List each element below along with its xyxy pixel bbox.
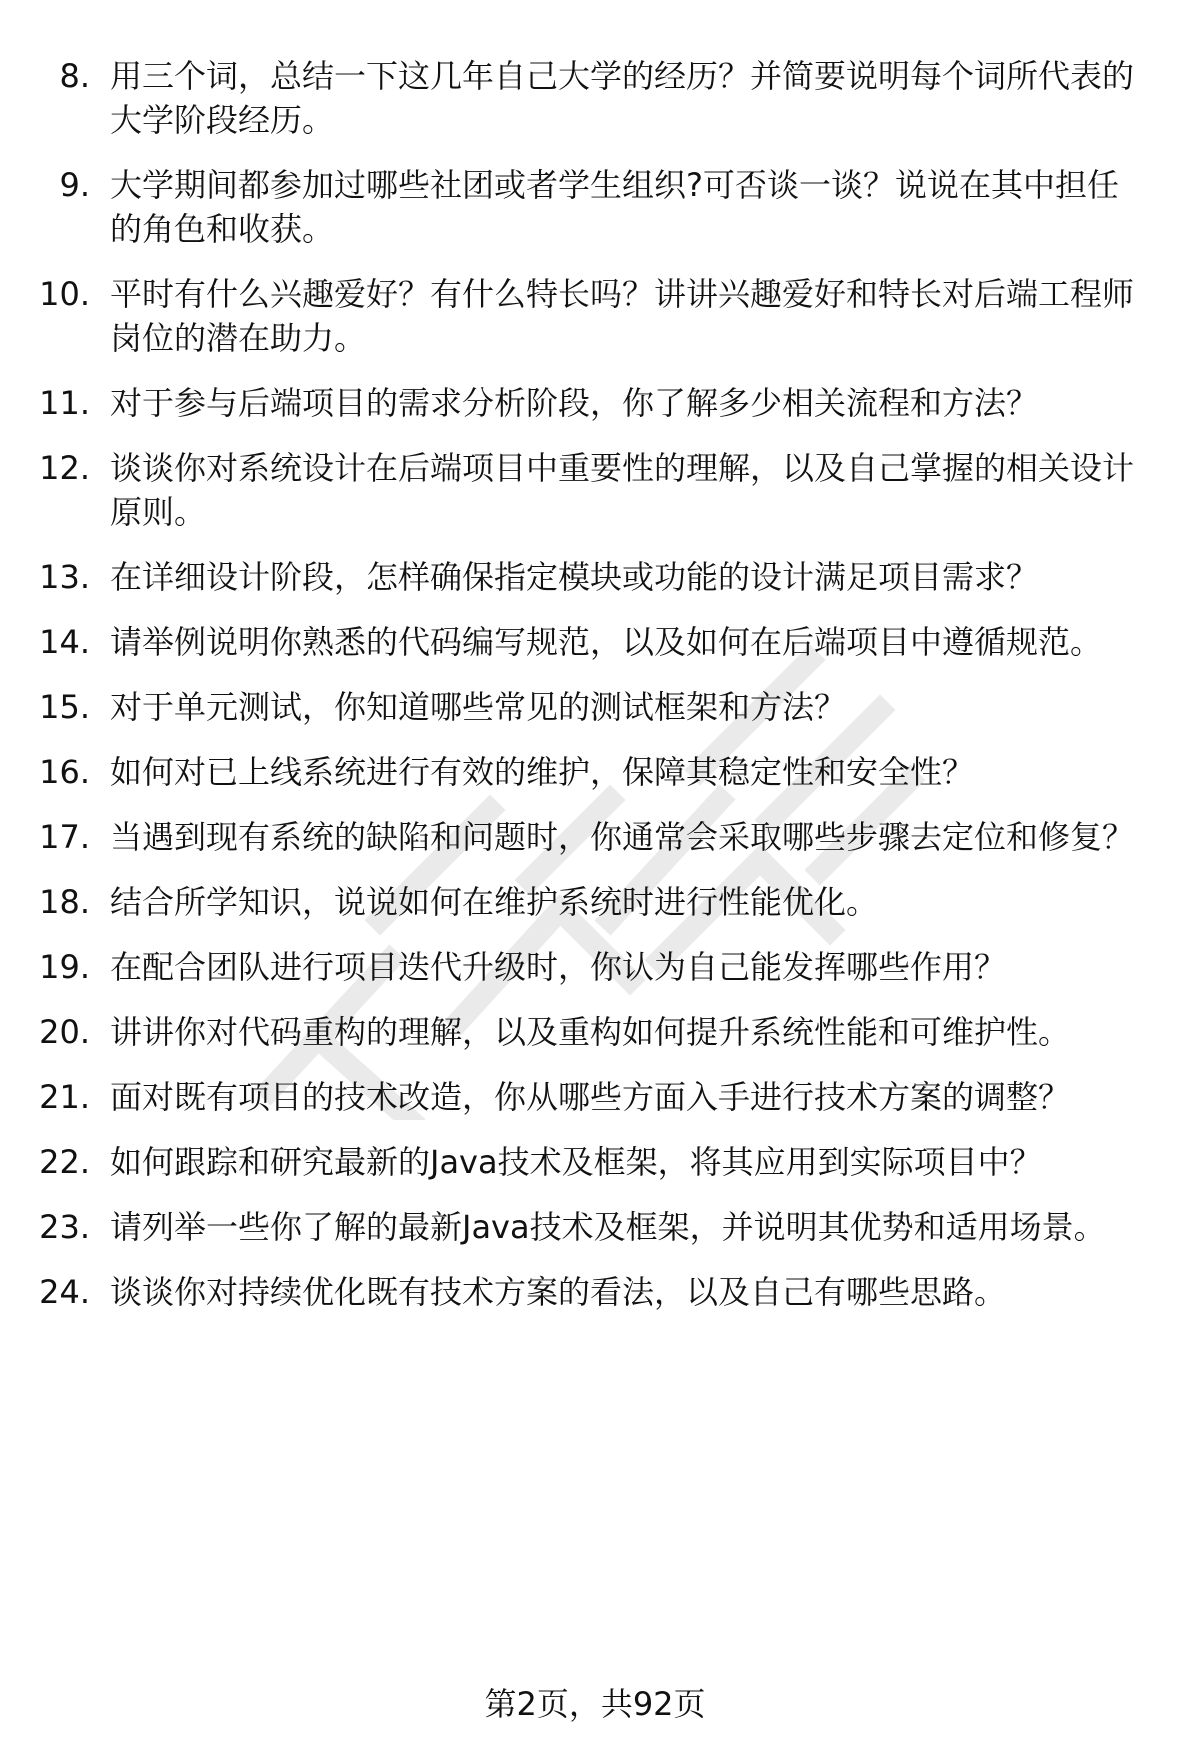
question-item (0, 1205, 1190, 1249)
question-text: 谈谈你对持续优化既有技术方案的看法，以及自己有哪些思路。 (110, 1273, 1007, 1311)
question-number: 19. (39, 948, 90, 986)
question-item (0, 1010, 1190, 1054)
question-item (0, 945, 1190, 989)
question-number: 16. (39, 753, 90, 791)
page-footer: 第2页，共92页 (484, 1685, 706, 1723)
question-text: 当遇到现有系统的缺陷和问题时，你通常会采取哪些步骤去定位和修复？ (110, 818, 1135, 856)
question-list (0, 54, 1190, 1335)
question-number: 22. (39, 1143, 90, 1181)
question-number: 21. (39, 1078, 90, 1116)
question-text: 用三个词，总结一下这几年自己大学的经历？并简要说明每个词所代表的大学阶段经历。 (110, 57, 1135, 139)
question-item (0, 381, 1190, 425)
question-number: 18. (39, 883, 90, 921)
question-item (0, 163, 1190, 251)
question-item (0, 272, 1190, 360)
question-text: 对于参与后端项目的需求分析阶段，你了解多少相关流程和方法？ (110, 384, 1039, 422)
question-text: 如何对已上线系统进行有效的维护，保障其稳定性和安全性？ (110, 753, 975, 791)
question-number: 11. (39, 384, 90, 422)
question-text: 面对既有项目的技术改造，你从哪些方面入手进行技术方案的调整？ (110, 1078, 1071, 1116)
question-text: 请举例说明你熟悉的代码编写规范，以及如何在后端项目中遵循规范。 (110, 623, 1103, 661)
question-number: 8. (59, 57, 90, 95)
question-text: 平时有什么兴趣爱好？有什么特长吗？讲讲兴趣爱好和特长对后端工程师岗位的潜在助力。 (110, 275, 1135, 357)
question-text: 请列举一些你了解的最新Java技术及框架，并说明其优势和适用场景。 (110, 1208, 1106, 1246)
question-text: 对于单元测试，你知道哪些常见的测试框架和方法？ (110, 688, 847, 726)
question-number: 17. (39, 818, 90, 856)
question-item (0, 620, 1190, 664)
question-item (0, 880, 1190, 924)
question-number: 12. (39, 449, 90, 487)
question-number: 24. (39, 1273, 90, 1311)
question-text: 结合所学知识，说说如何在维护系统时进行性能优化。 (110, 883, 879, 921)
question-number: 23. (39, 1208, 90, 1246)
question-text: 在详细设计阶段，怎样确保指定模块或功能的设计满足项目需求？ (110, 558, 1039, 596)
question-number: 14. (39, 623, 90, 661)
question-number: 10. (39, 275, 90, 313)
question-item (0, 446, 1190, 534)
question-text: 在配合团队进行项目迭代升级时，你认为自己能发挥哪些作用？ (110, 948, 1007, 986)
question-item (0, 815, 1190, 859)
question-number: 13. (39, 558, 90, 596)
question-item (0, 685, 1190, 729)
question-number: 20. (39, 1013, 90, 1051)
question-text: 如何跟踪和研究最新的Java技术及框架，将其应用到实际项目中？ (110, 1143, 1042, 1181)
question-number: 9. (59, 166, 90, 204)
question-item (0, 555, 1190, 599)
question-item (0, 1075, 1190, 1119)
question-item (0, 1140, 1190, 1184)
question-item (0, 750, 1190, 794)
question-number: 15. (39, 688, 90, 726)
question-text: 大学期间都参加过哪些社团或者学生组织?可否谈一谈？说说在其中担任的角色和收获。 (110, 166, 1119, 248)
question-item (0, 1270, 1190, 1314)
question-item (0, 54, 1190, 142)
question-text: 谈谈你对系统设计在后端项目中重要性的理解，以及自己掌握的相关设计原则。 (110, 449, 1135, 531)
question-text: 讲讲你对代码重构的理解，以及重构如何提升系统性能和可维护性。 (110, 1013, 1071, 1051)
